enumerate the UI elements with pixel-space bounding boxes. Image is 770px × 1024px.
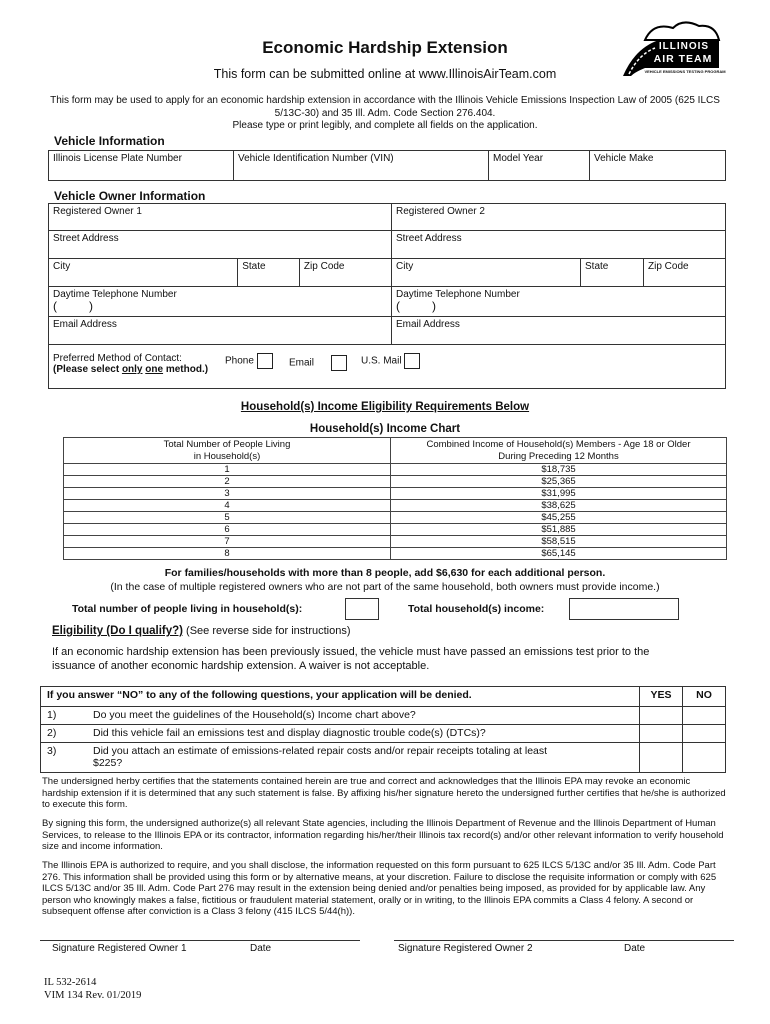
total-people-input[interactable] [345, 598, 379, 620]
paren-open: ( [396, 299, 400, 313]
owner2-zip-field[interactable] [644, 259, 726, 287]
income-limit-cell: $51,885 [391, 524, 727, 536]
model-year-field[interactable] [489, 151, 590, 181]
q2-yes-cell[interactable] [640, 725, 683, 743]
intro-line-3: Please type or print legibly, and complete all fields on the application. [232, 120, 538, 131]
paren-open: ( [53, 299, 57, 313]
logo-top-text: ILLINOIS [658, 41, 710, 52]
mail-checkbox[interactable] [404, 353, 420, 369]
street-label: Street Address [396, 233, 462, 244]
owner2-phone-field[interactable] [392, 287, 726, 317]
street-label: Street Address [53, 233, 119, 244]
city-label: City [396, 261, 414, 272]
income-chart-row [64, 488, 727, 500]
q2-no-cell[interactable] [683, 725, 726, 743]
vin-label: Vehicle Identification Number (VIN) [238, 153, 394, 164]
owner-info-heading: Vehicle Owner Information [54, 189, 206, 203]
date1-label: Date [250, 943, 272, 954]
signature-line-1[interactable] [40, 940, 360, 941]
form-codes [44, 976, 141, 1002]
income-chart-row [64, 512, 727, 524]
form-code-2: VIM 134 Rev. 01/2019 [44, 990, 142, 1001]
signature-owner2-label: Signature Registered Owner 2 [398, 943, 533, 954]
intro-text [40, 95, 730, 133]
income-chart-row [64, 464, 727, 476]
income-limit-cell: $38,625 [391, 500, 727, 512]
income-chart-row [64, 524, 727, 536]
owner1-label: Registered Owner 1 [53, 206, 142, 217]
question-row: 1) Do you meet the guidelines of the Household(s) Income chart above? [41, 707, 726, 725]
income-chart-row [64, 476, 727, 488]
zip-label: Zip Code [648, 261, 689, 272]
income-chart-row [64, 536, 727, 548]
contact-email-option [289, 355, 347, 371]
paren-close: ) [89, 299, 93, 313]
yes-header: YES [640, 687, 683, 707]
owner2-state-field[interactable] [581, 259, 644, 287]
page-title: Economic Hardship Extension [262, 38, 508, 57]
income-limit-cell: $25,365 [391, 476, 727, 488]
eligibility-text: If an economic hardship extension has been previously issued, the vehicle must have passed an emissions test prior to the issuance of another economic hardship extension. A waiver is not acceptable. [52, 646, 650, 672]
income-limit-cell: $18,735 [391, 464, 727, 476]
intro-line-2: 5/13C-30) and 35 Ill. Adm. Code Section 276.404. [274, 107, 496, 119]
total-people-label: Total number of people living in household(s): [72, 603, 303, 615]
model-year-label: Model Year [493, 153, 544, 164]
email-label: Email Address [53, 319, 117, 330]
owner2-street-field[interactable] [392, 231, 726, 259]
income-column-header: Combined Income of Household(s) Members - Age 18 or Older During Preceding 12 Months [391, 438, 727, 464]
income-limit-cell: $45,255 [391, 512, 727, 524]
email-checkbox[interactable] [331, 355, 347, 371]
owner1-phone-field[interactable] [49, 287, 392, 317]
eligibility-questions-table [40, 686, 726, 773]
phone-label: Daytime Telephone Number [53, 289, 177, 300]
vehicle-make-label: Vehicle Make [594, 153, 654, 164]
income-limit-cell: $65,145 [391, 548, 727, 560]
income-chart-heading: Household(s) Income Chart [309, 423, 461, 435]
multiple-owners-note: (In the case of multiple registered owners who are not part of the same household, both owners must provide income.) [110, 581, 660, 593]
logo-bottom-text: VEHICLE EMISSIONS TESTING PROGRAM [644, 69, 726, 74]
income-requirements-heading: Household(s) Income Eligibility Requirements Below [240, 401, 530, 413]
contact-method-row [49, 345, 726, 389]
q3-no-cell[interactable] [683, 743, 726, 773]
owner1-field[interactable] [49, 204, 392, 231]
no-header: NO [683, 687, 726, 707]
logo-main-text: AIR TEAM [653, 53, 713, 65]
plate-label: Illinois License Plate Number [53, 153, 182, 164]
state-label: State [242, 261, 266, 272]
email-label: Email Address [396, 319, 460, 330]
total-income-input[interactable] [569, 598, 679, 620]
contact-mail-option [361, 353, 420, 369]
intro-line-1: This form may be used to apply for an economic hardship extension in accordance with the Illinois Vehicle Emissions Inspection Law of 2005 (625 ILCS [50, 95, 720, 106]
owner1-email-field[interactable] [49, 317, 392, 345]
owner2-email-field[interactable] [392, 317, 726, 345]
income-chart-row [64, 548, 727, 560]
questions-header: If you answer “NO” to any of the following questions, your application will be denied. [41, 687, 640, 707]
date2-label: Date [624, 943, 646, 954]
q3-yes-cell[interactable] [640, 743, 683, 773]
additional-person-note: For families/households with more than 8 people, add $6,630 for each additional person. [164, 567, 606, 579]
q1-yes-cell[interactable] [640, 707, 683, 725]
vehicle-info-table [48, 150, 726, 181]
eligibility-heading: Eligibility (Do I qualify?) (See reverse side for instructions) [52, 625, 351, 637]
question-row: 2) Did this vehicle fail an emissions test and display diagnostic trouble code(s) (DTCs)? [41, 725, 726, 743]
plate-field[interactable] [49, 151, 234, 181]
mail-option-label: U.S. Mail [361, 355, 402, 367]
phone-option-label: Phone [225, 355, 254, 367]
signature-line-2[interactable] [394, 940, 734, 941]
owner2-label: Registered Owner 2 [396, 206, 485, 217]
disclosure-paragraph: The Illinois EPA is authorized to require, and you shall disclose, the information requested on this form pursuant to 625 ILCS 5/13C and/or 35 Ill. Adm. Code Part 276. This information shall be provided using this form or by alternative means, at your discretion. Failure to disclose the requisite information or comply with 625 ILCS 5/13C and/or 35 Ill. Adm. Code Part 276 may result in the extension being denied and/or penalties being imposed, as provided for by applicable law. Any person who knowingly makes a false, fictitious or fraudulent material statement, orally or in writing, to the Illinois EPA commits a Class 4 felony. A second or subsequent offense after conviction is a Class 3 felony (415 ILCS 5/44(h)). [42, 860, 717, 917]
form-code-1: IL 532-2614 [44, 977, 97, 988]
vin-field[interactable] [234, 151, 489, 181]
paren-close: ) [432, 299, 436, 313]
vehicle-make-field[interactable] [590, 151, 726, 181]
question-row: 3) Did you attach an estimate of emissions-related repair costs and/or repair receipts totaling at least $225? [41, 743, 726, 773]
phone-label: Daytime Telephone Number [396, 289, 520, 300]
contact-method-label: Preferred Method of Contact: [53, 353, 182, 364]
illinois-air-team-logo [615, 18, 727, 80]
income-chart-row [64, 500, 727, 512]
people-count-cell: 4 [64, 500, 391, 512]
page-subtitle: This form can be submitted online at www.IllinoisAirTeam.com [213, 67, 557, 81]
people-count-cell: 7 [64, 536, 391, 548]
contact-phone-option [225, 353, 273, 369]
contact-method-note: (Please select only one method.) [53, 364, 209, 375]
income-limit-cell: $31,995 [391, 488, 727, 500]
people-count-cell: 8 [64, 548, 391, 560]
owner1-city-field[interactable] [49, 259, 238, 287]
owner2-city-field[interactable] [392, 259, 581, 287]
people-count-cell: 3 [64, 488, 391, 500]
people-count-cell: 6 [64, 524, 391, 536]
certification-paragraph: The undersigned herby certifies that the statements contained herein are true and correct and acknowledges that the Illinois EPA may revoke an economic hardship extension if it is determined that any such statement is false. By affixing his/her signature hereto the undersigned further certifies that he/she is authorized to execute this form. [42, 776, 726, 810]
people-count-cell: 2 [64, 476, 391, 488]
phone-checkbox[interactable] [257, 353, 273, 369]
income-chart-table [63, 437, 727, 560]
total-income-label: Total household(s) income: [408, 603, 545, 615]
owner2-field[interactable] [392, 204, 726, 231]
owner1-street-field[interactable] [49, 231, 392, 259]
q1-no-cell[interactable] [683, 707, 726, 725]
people-column-header: Total Number of People Living in Household(s) [64, 438, 391, 464]
owner1-zip-field[interactable] [299, 259, 391, 287]
owner-info-table [48, 203, 726, 389]
vehicle-info-heading: Vehicle Information [54, 134, 165, 148]
people-count-cell: 1 [64, 464, 391, 476]
email-option-label: Email [289, 357, 315, 369]
state-label: State [585, 261, 609, 272]
zip-label: Zip Code [303, 261, 345, 272]
income-limit-cell: $58,515 [391, 536, 727, 548]
authorization-paragraph: By signing this form, the undersigned authorize(s) all relevant State agencies, including the Illinois Department of Revenue and the Illinois Department of Human Services, to release to the Illinois EPA or its contractor, information regarding his/her/their Illinois tax record(s) and/or other relevant information to verify household size and income information. [42, 818, 724, 852]
owner1-state-field[interactable] [238, 259, 300, 287]
people-count-cell: 5 [64, 512, 391, 524]
signature-owner1-label: Signature Registered Owner 1 [52, 943, 187, 954]
city-label: City [53, 261, 71, 272]
